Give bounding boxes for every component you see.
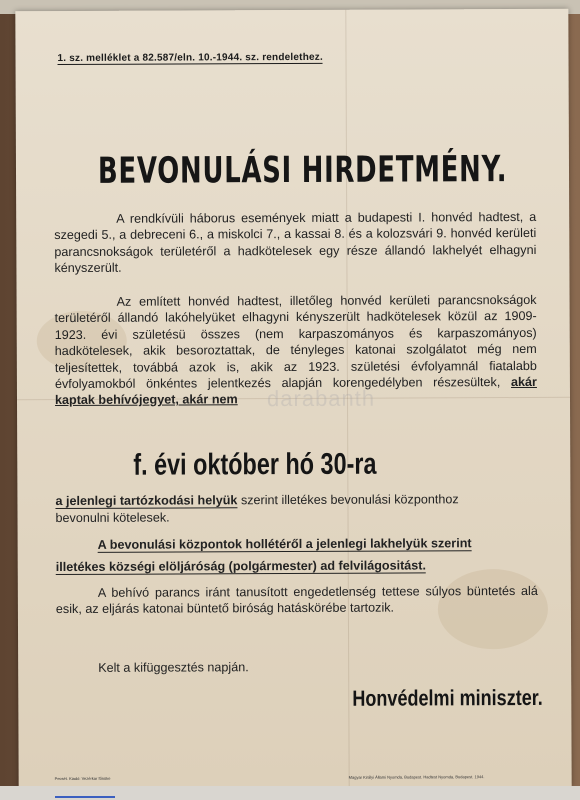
poster-title: BEVONULÁSI HIRDETMÉNY. [97, 149, 508, 192]
paragraph-4-line-1 [98, 535, 580, 554]
reference-line: 1. sz. melléklet a 82.587/eln. 10.-1944. sz. rendelethez. [57, 51, 323, 65]
paragraph-3-line-2: bevonulni kötelesek. [55, 510, 170, 526]
paragraph-4-line-2 [56, 557, 538, 576]
paragraph-3-rest: szerint illetékes bevonulási központhoz [240, 492, 459, 508]
poster-sheet [15, 9, 571, 789]
paragraph-5: A behívó parancs iránt tanusított engedetlenség tettese súlyos büntetés alá esik, az eljárás katonai büntető biróság hatáskörébe tartozik. [55, 583, 538, 617]
paragraph-4-line-1-text: A bevonulási központok hollétéről a jelenlegi lakhelyük szerint [97, 536, 472, 552]
footer-right-print: Magyar Királyi Állami Nyomda, Budapest. Hadtest Nyomda, Budapest. 1944. [348, 774, 485, 780]
place-date-line: Kelt a kifüggesztés napján. [98, 660, 249, 675]
bottom-blue-mark [55, 786, 115, 798]
signature: Honvédelmi miniszter. [352, 684, 543, 711]
paragraph-2-text: Az említett honvéd hadtest, illetőleg honvéd kerületi parancsnokságok területéről állandó lakóhelyüket elhagyni kényszerült hadkötelesek közül az 1909-1923. évi születésü összes (nem karpaszományos és karpaszományos) hadkötelesek, akik besoroztattak, de tényleges katonai szolgálatot még nem teljesítettek, továbbá azok is, akik az 1923. születési évfolyamnál fiatalabb évfolyamokból önkéntes jelentkezés alapján korengedélyben részesültek, [54, 292, 537, 392]
call-up-date: f. évi október hó 30-ra [133, 447, 377, 482]
watermark: darabanth [266, 385, 376, 412]
paragraph-1: A rendkívüli háborus események miatt a budapesti I. honvéd hadtest, a szegedi 5., a debreceni 6., a miskolci 7., a kassai 8. és a kolozsvári 9. honvéd kerületi parancsnokságok területéről a hadkötelesek egy része állandó lakhelyét elhagyni kényszerült. [54, 209, 537, 276]
footer-left-print: Pecsét. Kiadó: Vezérkar főnöke [54, 775, 111, 782]
paragraph-3-line-1 [55, 491, 537, 510]
paragraph-4-line-2-text: illetékes községi elöljáróság (polgármester) ad felvilágositást. [55, 558, 427, 575]
paragraph-3-emphasis: a jelenlegi tartózkodási helyük [55, 493, 238, 509]
paragraph-2-emphasis: akár kaptak behívójegyet, akár nem [54, 374, 537, 408]
